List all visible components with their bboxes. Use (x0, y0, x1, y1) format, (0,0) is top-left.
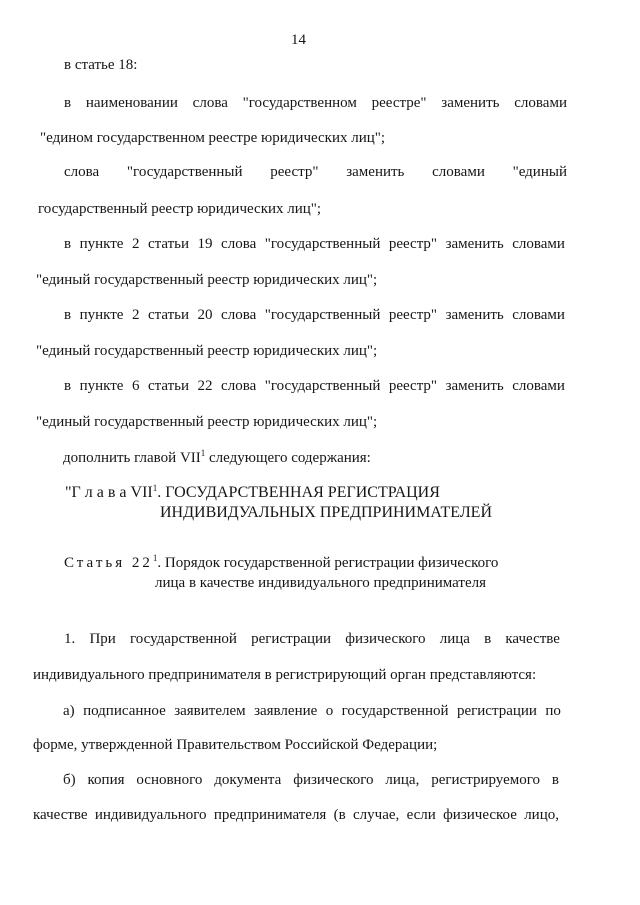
word: государственной (341, 703, 449, 719)
word: если (406, 807, 436, 823)
word: "государственный (126, 164, 243, 180)
text-line: "едином государственном реестре юридических лиц"; (40, 130, 386, 146)
text-line (63, 773, 559, 788)
word: наименовании (85, 95, 178, 111)
word: лица (439, 631, 470, 647)
text-line: "единый государственный реестр юридических лиц"; (36, 343, 378, 359)
word: слова (221, 307, 257, 323)
word: предпринимателя (213, 807, 327, 823)
text-line (64, 96, 567, 111)
word: 1. (64, 631, 76, 647)
superscript: 1 (152, 553, 158, 563)
text-line (63, 704, 561, 719)
word: в (64, 378, 72, 394)
word: "государственный (264, 236, 381, 252)
word: пункте (79, 236, 124, 252)
word: "единый (512, 164, 567, 180)
word: словами (512, 236, 565, 252)
word: статьи (147, 307, 190, 323)
word: по (545, 703, 561, 719)
text-line (64, 165, 567, 180)
word: реестре" (371, 95, 427, 111)
word: слова (64, 164, 100, 180)
word: заменить (445, 378, 504, 394)
word: пункте (79, 307, 124, 323)
word: словами (512, 378, 565, 394)
word: регистрируемого (431, 772, 541, 788)
word: 19 (197, 236, 213, 252)
word: подписанное (83, 703, 166, 719)
article-title-line-2: лица в качестве индивидуального предпринимателя (155, 575, 487, 591)
word: заменить (445, 307, 504, 323)
word: слова (192, 95, 228, 111)
word: заменить (441, 95, 500, 111)
superscript: 1 (152, 483, 158, 493)
word: слова (221, 236, 257, 252)
word: о (325, 703, 334, 719)
word: в (64, 236, 72, 252)
text-line: в статье 18: (64, 57, 138, 73)
text-line: "единый государственный реестр юридических лиц"; (36, 414, 378, 430)
text-line (64, 379, 565, 394)
article-heading (64, 553, 499, 571)
word: 2 (131, 236, 140, 252)
word: в (484, 631, 492, 647)
word: физического (293, 772, 374, 788)
word: словами (432, 164, 485, 180)
word: реестр" (270, 164, 319, 180)
word: в (551, 772, 559, 788)
word: реестр" (388, 236, 438, 252)
word: государственной (130, 631, 237, 647)
word: 6 (131, 378, 140, 394)
word: "государственный (264, 378, 381, 394)
word: качестве (505, 631, 560, 647)
article-prefix: Статья 22 (64, 555, 153, 571)
word: в (64, 95, 72, 111)
word: При (89, 631, 116, 647)
word: "государственном (242, 95, 357, 111)
text-fragment: следующего содержания: (205, 450, 371, 466)
word: регистрации (456, 703, 537, 719)
word: 20 (197, 307, 213, 323)
word: реестр" (388, 378, 438, 394)
word: физическое (443, 807, 517, 823)
word: случае, (353, 807, 400, 823)
word: регистрации (251, 631, 332, 647)
word: заявление (254, 703, 318, 719)
text-fragment: дополнить главой VII (63, 450, 201, 466)
word: слова (221, 378, 257, 394)
word: в (64, 307, 72, 323)
word: основного (136, 772, 203, 788)
word: реестр" (388, 307, 438, 323)
word: физического (345, 631, 426, 647)
word: словами (512, 307, 565, 323)
word: 22 (197, 378, 213, 394)
word: 2 (131, 307, 140, 323)
word: статьи (147, 378, 190, 394)
word: заявителем (174, 703, 246, 719)
word: (в (333, 807, 346, 823)
text-line: индивидуального предпринимателя в регистрирующий орган представляются: (33, 667, 537, 683)
word: качестве (33, 807, 88, 823)
chapter-title-line-2: ИНДИВИДУАЛЬНЫХ ПРЕДПРИНИМАТЕЛЕЙ (160, 504, 492, 521)
text-line (33, 808, 559, 823)
text-line (64, 308, 565, 323)
superscript: 1 (200, 448, 206, 458)
chapter-prefix: "Г л а в а VII (65, 484, 153, 501)
page-number: 14 (291, 32, 306, 48)
word: пункте (79, 378, 124, 394)
word: индивидуального (94, 807, 207, 823)
word: заменить (445, 236, 504, 252)
chapter-heading (65, 485, 440, 501)
text-line: форме, утвержденной Правительством Российской Федерации; (33, 737, 438, 753)
word: копия (87, 772, 125, 788)
word: документа (214, 772, 282, 788)
text-line (64, 237, 565, 252)
word: статьи (147, 236, 190, 252)
word: лица, (385, 772, 420, 788)
word: словами (514, 95, 567, 111)
word: а) (63, 703, 75, 719)
word: б) (63, 772, 76, 788)
text-line: "единый государственный реестр юридических лиц"; (36, 272, 378, 288)
word: заменить (346, 164, 405, 180)
text-line (64, 632, 560, 647)
word: "государственный (264, 307, 381, 323)
chapter-title: . ГОСУДАРСТВЕННАЯ РЕГИСТРАЦИЯ (157, 484, 440, 501)
word: лицо, (524, 807, 559, 823)
text-line (63, 448, 371, 466)
text-line: государственный реестр юридических лиц"; (38, 201, 322, 217)
article-title: . Порядок государственной регистрации физического (157, 555, 499, 571)
